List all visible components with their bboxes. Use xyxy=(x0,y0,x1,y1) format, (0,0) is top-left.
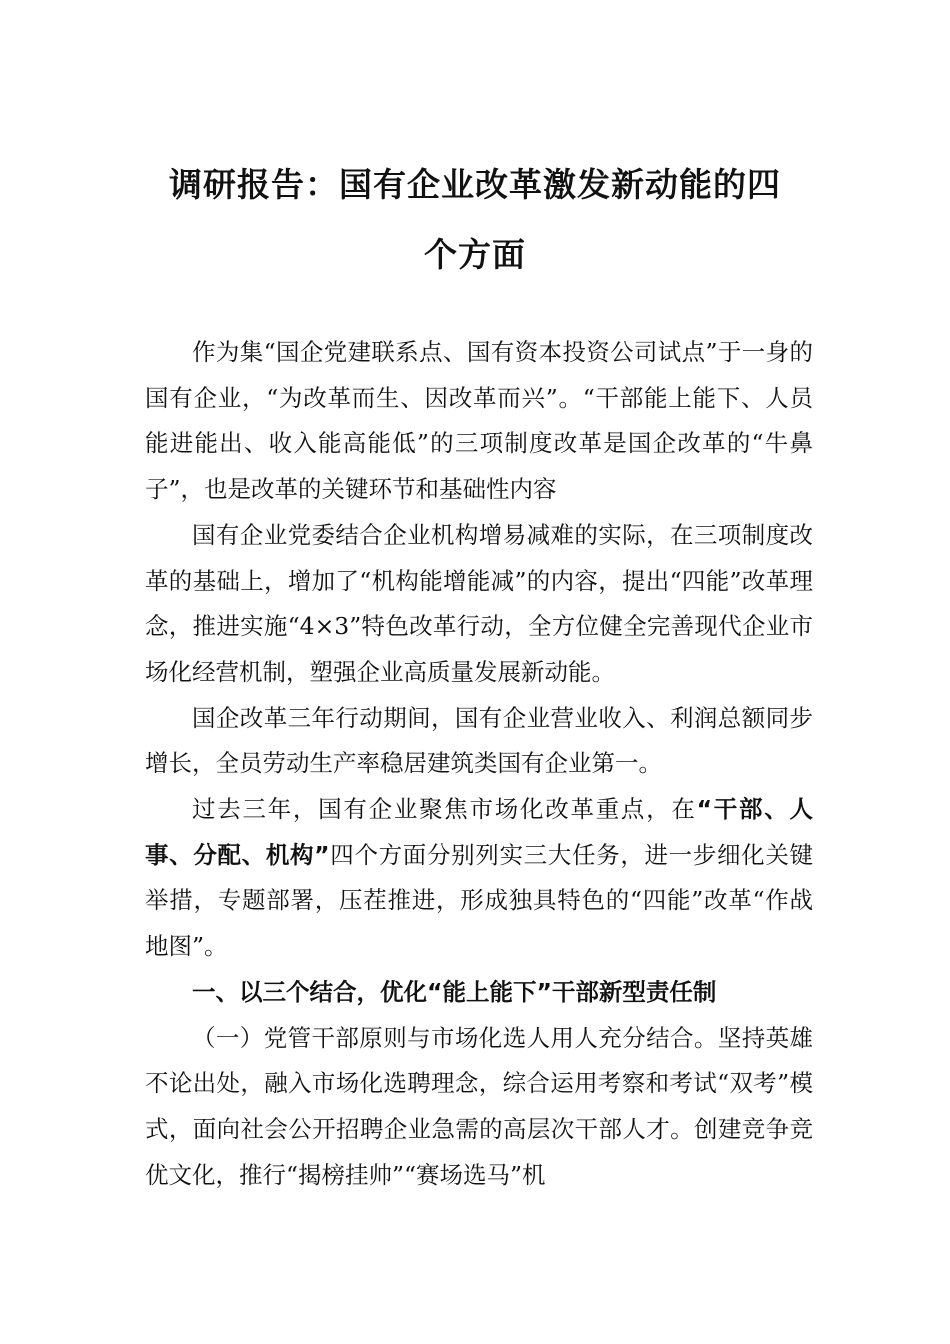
document-title-line-1: 调研报告：国有企业改革激发新动能的四 xyxy=(169,165,781,204)
paragraph-1: 作为集“国企党建联系点、国有资本投资公司试点”于一身的国有企业，“为改革而生、因改革而兴”。“干部能上能下、人员能进能出、收入能高能低”的三项制度改革是国企改革的“牛鼻子”，也是改革的关键环节和基础性内容 xyxy=(145,338,813,504)
paragraph-4 xyxy=(145,787,813,970)
paragraph-2: 国有企业党委结合企业机构增易减难的实际，在三项制度改革的基础上，增加了“机构能增能减”的内容，提出“四能”改革理念，推进实施“4×3”特色改革行动，全方位健全完善现代企业市场化经营机制，塑强企业高质量发展新动能。 xyxy=(145,520,813,686)
paragraph-4-tail: 四个方面分别列实三大任务，进一步细化关键举措，专题部署，压茬推进，形成独具特色的“四能”改革“作战地图”。 xyxy=(145,840,813,961)
document-body xyxy=(145,330,813,1198)
subsection-1 xyxy=(145,1016,813,1199)
paragraph-3: 国企改革三年行动期间，国有企业营业收入、利润总额同步增长，全员劳动生产率稳居建筑类国有企业第一。 xyxy=(145,703,813,778)
subsection-1-text: 坚持英雄不论出处，融入市场化选聘理念，综合运用考察和考试“双考”模式，面向社会公开招聘企业急需的高层次干部人才。创建竞争竞优文化，推行“揭榜挂帅”“赛场选马”机 xyxy=(145,1023,814,1189)
paragraph-4-lead: 过去三年，国有企业聚焦市场化改革重点，在 xyxy=(192,795,697,824)
subsection-1-heading: （一）党管干部原则与市场化选人用人充分结合。 xyxy=(192,1023,718,1052)
section-1-heading: 一、以三个结合，优化“能上能下”干部新型责任制 xyxy=(192,977,717,1006)
document-title-line-2: 个方面 xyxy=(424,235,526,274)
paragraph-4-emphasis: “干部、人事、分配、机构” xyxy=(145,795,813,869)
